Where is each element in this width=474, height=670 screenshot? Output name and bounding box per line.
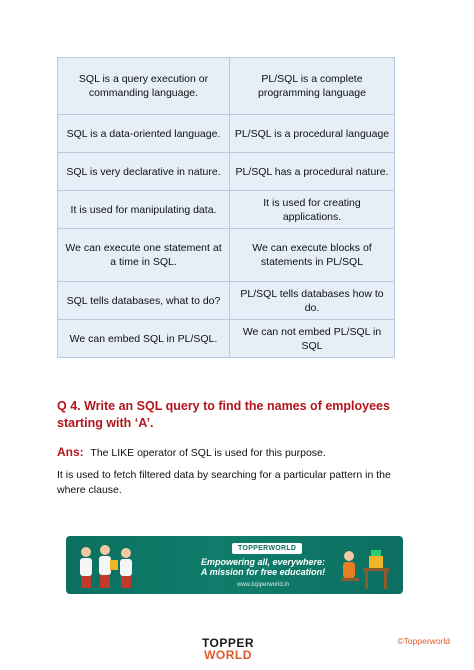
table-row bbox=[58, 320, 395, 358]
table-cell-plsql: PL/SQL has a procedural nature. bbox=[230, 153, 395, 191]
banner-url: www.topperworld.in bbox=[236, 582, 290, 588]
table-cell-sql: It is used for manipulating data. bbox=[58, 191, 230, 229]
table-cell-sql: We can execute one statement at a time in SQL. bbox=[58, 229, 230, 282]
table-cell-plsql: We can execute blocks of statements in PL/SQL bbox=[230, 229, 395, 282]
table-cell-plsql: PL/SQL is a complete programming language bbox=[230, 58, 395, 115]
table-row bbox=[58, 191, 395, 229]
question-heading: Q 4. Write an SQL query to find the names of employees starting with ‘A’. bbox=[57, 399, 390, 430]
table-row bbox=[58, 153, 395, 191]
table-cell-sql: SQL is a query execution or commanding language. bbox=[58, 58, 230, 115]
table-cell-plsql: We can not embed PL/SQL in SQL bbox=[230, 320, 395, 358]
study-desk-illustration-icon bbox=[327, 542, 397, 592]
logo-text-top: TOPPER bbox=[201, 636, 255, 650]
table-cell-plsql: PL/SQL tells databases how to do. bbox=[230, 282, 395, 320]
answer-text: The LIKE operator of SQL is used for this purpose. bbox=[90, 447, 326, 459]
table-cell-plsql: It is used for creating applications. bbox=[230, 191, 395, 229]
table-row bbox=[58, 58, 395, 115]
table-cell-sql: SQL tells databases, what to do? bbox=[58, 282, 230, 320]
promo-banner[interactable] bbox=[66, 536, 403, 594]
sql-vs-plsql-table bbox=[57, 57, 395, 358]
students-illustration-icon bbox=[72, 540, 142, 592]
table-row bbox=[58, 282, 395, 320]
banner-headline-1: Empowering all, everywhere: bbox=[200, 557, 326, 567]
answer-paragraph: It is used to fetch filtered data by searching for a particular pattern in the where clause. bbox=[57, 469, 391, 496]
table-cell-sql: SQL is a data-oriented language. bbox=[58, 115, 230, 153]
table-cell-plsql: PL/SQL is a procedural language bbox=[230, 115, 395, 153]
copyright-text: ©Topperworld bbox=[397, 636, 450, 646]
table-row bbox=[58, 229, 395, 282]
table-cell-sql: SQL is very declarative in nature. bbox=[58, 153, 230, 191]
answer-first-line bbox=[57, 445, 417, 460]
logo-text-bottom: WORLD bbox=[204, 648, 252, 662]
topperworld-logo bbox=[198, 637, 258, 661]
banner-brand-tag: TOPPERWORLD bbox=[232, 543, 302, 554]
table-row bbox=[58, 115, 395, 153]
answer-label: Ans: bbox=[57, 445, 84, 459]
banner-headline-2: A mission for free education! bbox=[200, 567, 326, 577]
table-cell-sql: We can embed SQL in PL/SQL. bbox=[58, 320, 230, 358]
